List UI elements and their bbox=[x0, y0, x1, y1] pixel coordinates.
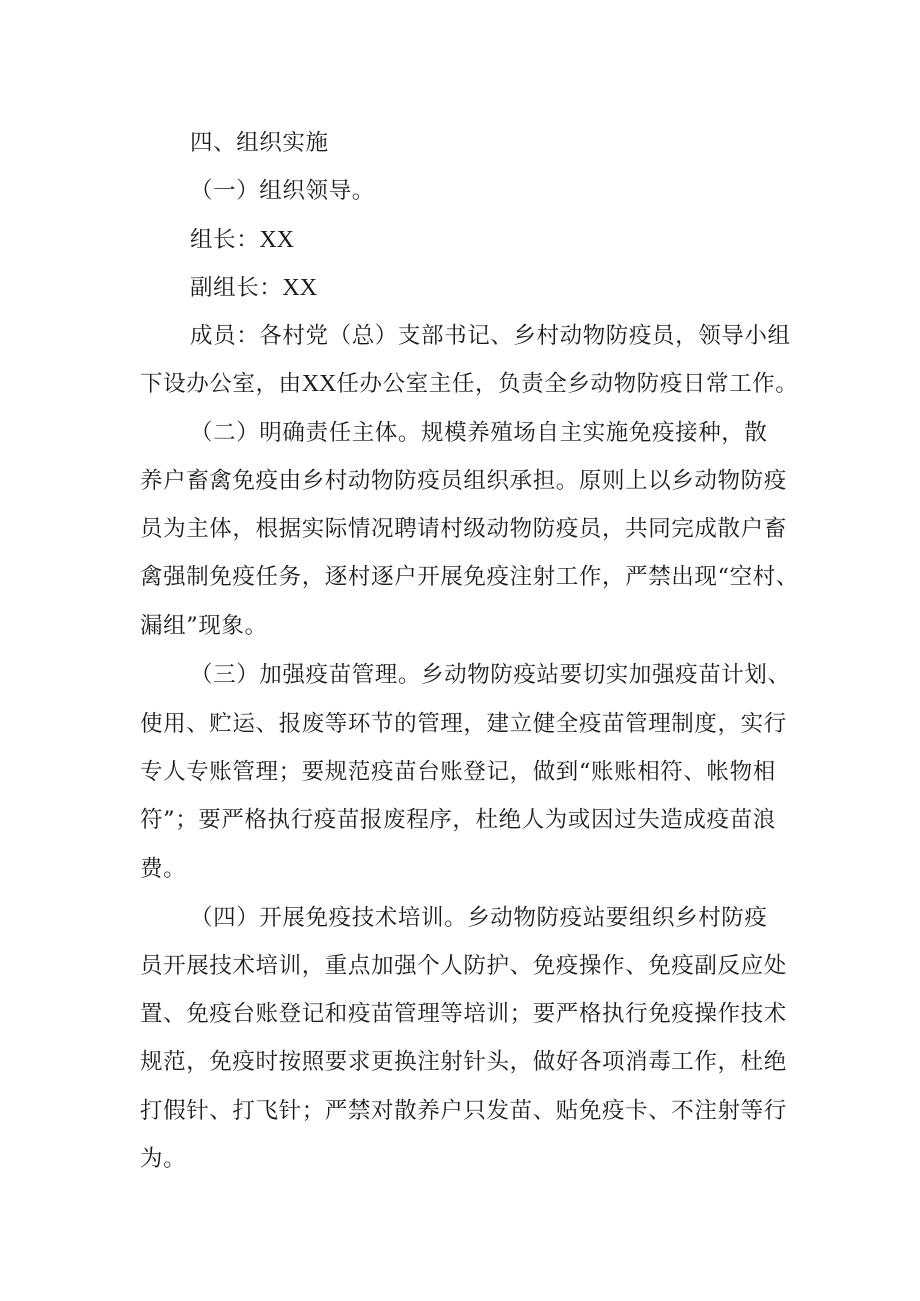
section2-line: 漏组”现象。 bbox=[140, 613, 268, 639]
section4-line: 员开展技术培训，重点加强个人防护、免疫操作、免疫副反应处 bbox=[140, 953, 787, 979]
members-line-2-post: 任办公室主任，负责全乡动物防疫日常工作。 bbox=[336, 371, 799, 397]
office-director-name: XX bbox=[301, 371, 337, 397]
section4-line: 规范，免疫时按照要求更换注射针头，做好各项消毒工作，杜绝 bbox=[140, 1049, 787, 1075]
section2-line: 养户畜禽免疫由乡村动物防疫员组织承担。原则上以乡动物防疫 bbox=[140, 468, 787, 494]
section2-line: （二）明确责任主体。规模养殖场自主实施免疫接种，散 bbox=[190, 420, 768, 446]
section3-line: （三）加强疫苗管理。乡动物防疫站要切实加强疫苗计划、 bbox=[190, 662, 791, 688]
leader-label: 组长： bbox=[190, 227, 260, 253]
section3-line: 符”；要严格执行疫苗报废程序，杜绝人为或因过失造成疫苗浪 bbox=[140, 807, 776, 833]
members-line-1: 成员：各村党（总）支部书记、乡村动物防疫员，领导小组 bbox=[190, 323, 791, 349]
deputy-name: XX bbox=[282, 275, 318, 301]
members-line-2 bbox=[140, 369, 798, 399]
section4-line: 打假针、打飞针；严禁对散养户只发苗、贴免疫卡、不注射等行 bbox=[140, 1098, 787, 1124]
section2-line: 禽强制免疫任务，逐村逐户开展免疫注射工作，严禁出现“空村、 bbox=[140, 564, 799, 590]
section3-line: 使用、贮运、报废等环节的管理，建立健全疫苗管理制度，实行 bbox=[140, 711, 787, 737]
section-heading: 四、组织实施 bbox=[190, 130, 329, 156]
section4-line: 为。 bbox=[140, 1146, 187, 1172]
members-line-2-pre: 下设办公室，由 bbox=[140, 371, 302, 397]
leader-name: XX bbox=[259, 227, 294, 253]
section2-line: 员为主体，根据实际情况聘请村级动物防疫员，共同完成散户畜 bbox=[140, 516, 787, 542]
leader-line bbox=[190, 225, 294, 255]
section4-line: 置、免疫台账登记和疫苗管理等培训；要严格执行免疫操作技术 bbox=[140, 1001, 787, 1027]
deputy-leader-line bbox=[190, 273, 317, 303]
section3-line: 费。 bbox=[140, 856, 187, 882]
deputy-label: 副组长： bbox=[190, 275, 283, 301]
section4-line: （四）开展免疫技术培训。乡动物防疫站要组织乡村防疫 bbox=[190, 905, 768, 931]
section3-line: 专人专账管理；要规范疫苗台账登记，做到“账账相符、帐物相 bbox=[140, 759, 776, 785]
section1-title: （一）组织领导。 bbox=[190, 178, 375, 204]
